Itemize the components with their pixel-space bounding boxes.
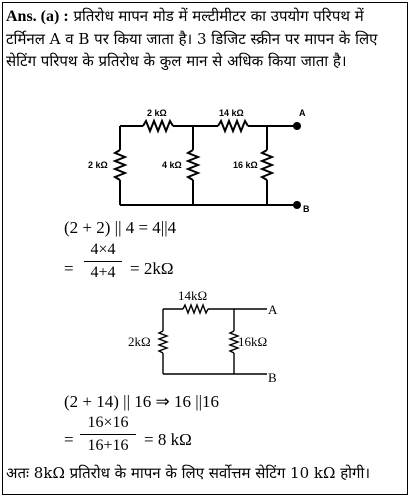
resistor2-left xyxy=(159,331,167,353)
resistor-top-right xyxy=(218,121,248,131)
conclusion-text: अतः 8kΩ प्रतिरोध के मापन के लिए सर्वोत्तम सेटिंग 10 kΩ होगी। xyxy=(6,464,371,482)
calc1-fraction-bar xyxy=(84,261,122,262)
calc2-eq-sign: = xyxy=(64,430,74,449)
calc2-denominator: 16+16 xyxy=(87,437,129,454)
label-r-right: 16 kΩ xyxy=(233,160,258,170)
resistor2-top xyxy=(183,305,208,313)
resistor-right xyxy=(262,150,272,180)
calc2-fraction-bar xyxy=(80,434,136,435)
terminal-b-dot xyxy=(293,201,301,209)
label-r-mid: 4 kΩ xyxy=(162,160,182,170)
label2-r-top: 14kΩ xyxy=(178,288,208,303)
calc1-fraction xyxy=(84,240,122,283)
calc2-fraction xyxy=(80,413,136,456)
terminal-a-dot xyxy=(293,122,301,130)
calc1-denominator: 4+4 xyxy=(90,264,116,281)
label2-terminal-a: A xyxy=(268,302,278,317)
resistor2-right xyxy=(230,331,238,353)
circuit1-wires xyxy=(115,121,297,205)
label-r-top-right: 14 kΩ xyxy=(219,108,244,118)
label2-r-right: 16kΩ xyxy=(238,334,268,349)
label-terminal-a: A xyxy=(299,108,306,118)
calc2-line1: (2 + 14) || 16 ⇒ 16 ||16 xyxy=(64,392,220,411)
resistor-left xyxy=(115,150,125,180)
answer-label: Ans. (a) : xyxy=(6,8,69,25)
answer-text: प्रतिरोध मापन मोड में मल्टीमीटर का उपयोग परिपथ में टर्मिनल A व B पर किया जाता है। 3 डिजिट स्क्रीन पर मापन के लिए सेटिंग परिपथ के प्रतिरोध के कुल मान से अधिक किया जाता है। xyxy=(6,7,378,70)
label-r-left: 2 kΩ xyxy=(88,160,108,170)
label-r-top-left: 2 kΩ xyxy=(147,108,167,118)
label2-r-left: 2kΩ xyxy=(128,334,151,349)
resistor-top-left xyxy=(143,121,173,131)
calc1-eq-sign: = xyxy=(64,259,74,278)
calc2-result: = 8 kΩ xyxy=(144,430,192,449)
label-terminal-b: B xyxy=(303,204,310,214)
calc1-line1: (2 + 2) || 4 = 4||4 xyxy=(64,218,177,237)
calc1-result: = 2kΩ xyxy=(130,259,174,278)
resistor-mid xyxy=(188,150,198,180)
calc1-numerator: 4×4 xyxy=(90,241,116,258)
calc2-numerator: 16×16 xyxy=(87,414,129,431)
label2-terminal-b: B xyxy=(268,370,277,385)
